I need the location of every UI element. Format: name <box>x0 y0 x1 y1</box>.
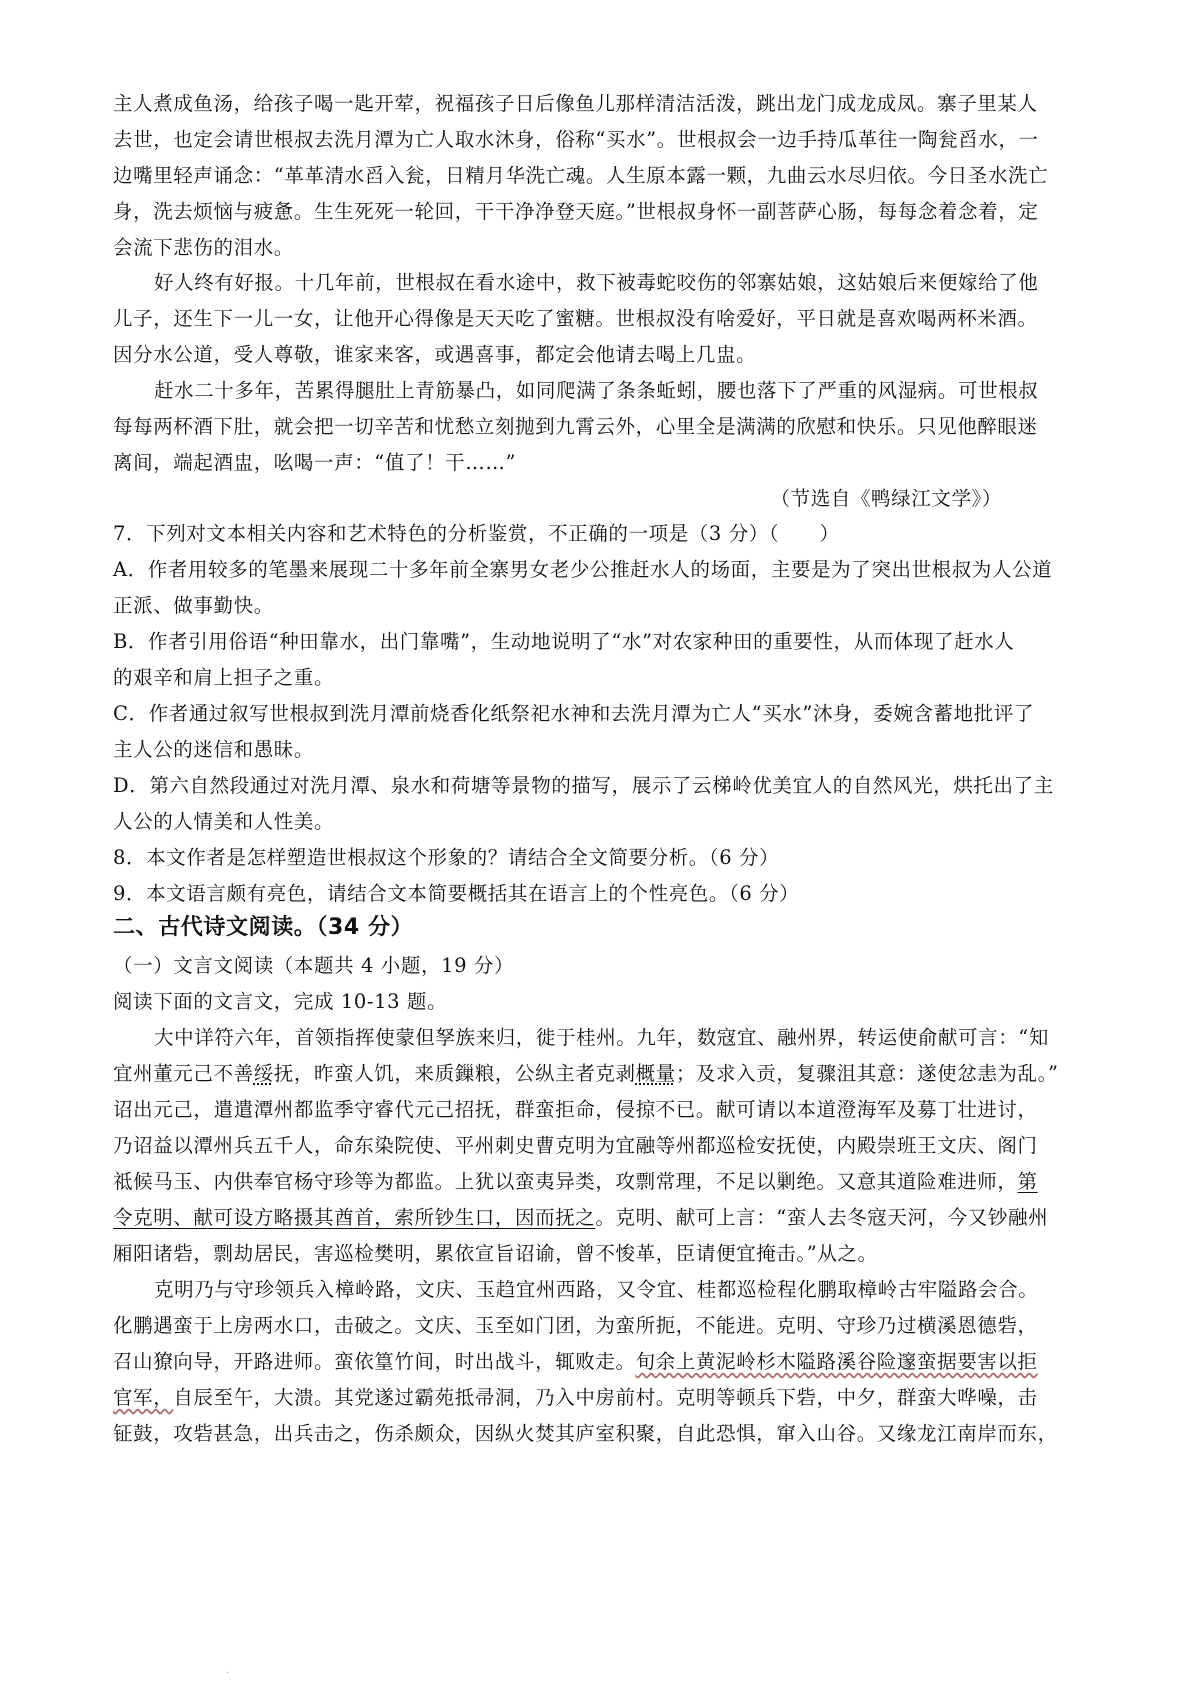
story-text-line: 会流下悲伤的泪水。 <box>113 236 294 259</box>
story-text-line: 主人煮成鱼汤，给孩子喝一匙开荤，祝福孩子日后像鱼儿那样清洁活泼，跳出龙门成龙成凤。寨子里某人 <box>113 92 1038 115</box>
question-9: 9．本文语言颇有亮色，请结合文本简要概括其在语言上的个性亮色。（6 分） <box>113 882 800 905</box>
option-b: 的艰辛和肩上担子之重。 <box>113 666 335 689</box>
classical-text-line: 化鹏遇蛮于上房两水口，击破之。文庆、玉至如门团，为蛮所扼，不能进。克明、守珍乃过横溪恩德砦， <box>113 1314 1038 1337</box>
option-a: A．作者用较多的笔墨来展现二十多年前全寨男女老少公推赶水人的场面，主要是为了突出世根叔为人公道 <box>113 558 1053 581</box>
footer-mark: · <box>226 1668 230 1679</box>
classical-text-line: 厢阳诸砦，剽劫居民，害巡检樊明，累依宣旨诏谕，曾不悛革，臣请便宜掩击。”从之。 <box>113 1242 878 1265</box>
classical-text-segment: 自辰至午，大溃。其党遂过霸苑抵帚洞，乃入中房前村。克明等顿兵下砦，中夕，群蛮大哗噪，击 <box>173 1386 1038 1409</box>
story-text-line: 离间，端起酒盅，吆喝一声：“值了！干……” <box>113 451 517 474</box>
underlined-sentence: 第 <box>1017 1170 1038 1193</box>
classical-text-segment: ；及求入贡，复骤沮其意：遂使忿恚为乱。” <box>675 1062 1059 1085</box>
option-c: 主人公的迷信和愚昧。 <box>113 738 315 761</box>
classical-text-line: 乃诏益以潭州兵五千人，命东染院使、平州刺史曹克明为宜融等州都巡检安抚使，内殿崇班王文庆、阁门 <box>113 1134 1038 1157</box>
classical-text-line <box>113 1061 1059 1087</box>
wavy-underlined-sentence: 官军， <box>113 1386 174 1409</box>
classical-text-line: 克明乃与守珍领兵入樟岭路，文庆、玉趋宜州西路，又令宜、桂都巡检程化鹏取樟岭古牢隘路会合。 <box>154 1278 1039 1301</box>
section-heading: 二、古代诗文阅读。（34 分） <box>113 915 414 940</box>
classical-text-segment: 召山獠向导，开路进师。蛮依篁竹间，时出战斗，辄败走。 <box>113 1350 636 1373</box>
classical-text-line <box>113 1385 1038 1411</box>
marked-word: 绥 <box>253 1062 274 1085</box>
classical-text-line <box>113 1169 1038 1195</box>
story-text-line: 好人终有好报。十几年前，世根叔在看水途中，救下被毒蛇咬伤的邻寨姑娘，这姑娘后来便嫁给了他 <box>154 271 1039 294</box>
story-text-line: 赶水二十多年，苦累得腿肚上青筋暴凸，如同爬满了条条蚯蚓，腰也落下了严重的风湿病。可世根叔 <box>154 379 1039 402</box>
marked-word: 概量 <box>635 1062 676 1085</box>
subsection-heading: （一）文言文阅读（本题共 4 小题，19 分） <box>113 954 515 977</box>
option-a: 正派、做事勤快。 <box>113 594 274 617</box>
wavy-underlined-sentence: 旬余上黄泥岭杉木隘路溪谷险邃蛮据要害以拒 <box>635 1350 1038 1373</box>
classical-text-segment: 。克明、献可上言：“蛮人去冬寇天河，今又钞融州 <box>595 1206 1049 1229</box>
reading-instruction: 阅读下面的文言文，完成 10-13 题。 <box>113 990 448 1013</box>
option-c: C．作者通过叙写世根叔到洗月潭前烧香化纸祭祀水神和去洗月潭为亡人“买水”沐身，委婉含蓄地批评了 <box>113 702 1035 725</box>
question-8: 8．本文作者是怎样塑造世根叔这个形象的？请结合全文简要分析。（6 分） <box>113 846 780 869</box>
option-d: D．第六自然段通过对洗月潭、泉水和荷塘等景物的描写，展示了云梯岭优美宜人的自然风光，烘托出了主 <box>113 774 1054 797</box>
story-text-line: 去世，也定会请世根叔去洗月潭为亡人取水沐身，俗称“买水”。世根叔会一边手持瓜革往一陶瓮舀水，一 <box>113 128 1039 151</box>
classical-text-line: 大中详符六年，首领指挥使蒙但孥族来归，徙于桂州。九年，数寇宜、融州界，转运使俞献可言：“知 <box>154 1026 1049 1049</box>
option-d: 人公的人情美和人性美。 <box>113 810 335 833</box>
classical-text-line: 钲鼓，攻砦甚急，出兵击之，伤杀颇众，因纵火焚其庐室积聚，自此恐惧，窜入山谷。又缘龙江南岸而东， <box>113 1422 1058 1445</box>
story-text-line: 因分水公道，受人尊敬，谁家来客，或遇喜事，都定会他请去喝上几盅。 <box>113 343 757 366</box>
question-7-stem: 7．下列对文本相关内容和艺术特色的分析鉴赏，不正确的一项是（3 分）（ ） <box>113 522 840 545</box>
story-text-line: 儿子，还生下一儿一女，让他开心得像是天天吃了蜜糖。世根叔没有啥爱好，平日就是喜欢喝两杯米酒。 <box>113 307 1038 330</box>
classical-text-line: 诏出元己，遣遣潭州都监季守睿代元己招抚，群蛮拒命，侵掠不已。献可请以本道澄海军及募丁壮进讨， <box>113 1098 1038 1121</box>
source-citation: （节选自《鸭绿江文学》） <box>770 487 1002 510</box>
option-b: B．作者引用俗语“种田靠水，出门靠嘴”，生动地说明了“水”对农家种田的重要性，从而体现了赶水人 <box>113 630 1015 653</box>
story-text-line: 边嘴里轻声诵念：“革革清水舀入瓮，日精月华洗亡魂。人生原本露一颗，九曲云水尽归依。今日圣水洗亡 <box>113 164 1049 187</box>
story-text-line: 身，洗去烦恼与疲惫。生生死死一轮回，干干净净登天庭。”世根叔身怀一副菩萨心肠，每每念着念着，定 <box>113 200 1039 223</box>
classical-text-segment: 抚，昨蛮人饥，来质鏁粮，公纵主者克剥 <box>273 1062 636 1085</box>
classical-text-line <box>113 1205 1048 1231</box>
story-text-line: 每每两杯酒下肚，就会把一切辛苦和忧愁立刻抛到九霄云外，心里全是满满的欣慰和快乐。只见他醉眼迷 <box>113 415 1038 438</box>
classical-text-segment: 宜州董元己不善 <box>113 1062 254 1085</box>
classical-text-line <box>113 1349 1038 1375</box>
classical-text-segment: 祗候马玉、内供奉官杨守珍等为都监。上犹以蛮夷异类，攻剽常理，不足以剿绝。又意其道险难进师， <box>113 1170 1018 1193</box>
underlined-sentence: 令克明、献可设方略摄其酋首，索所钞生口，因而抚之 <box>113 1206 596 1229</box>
